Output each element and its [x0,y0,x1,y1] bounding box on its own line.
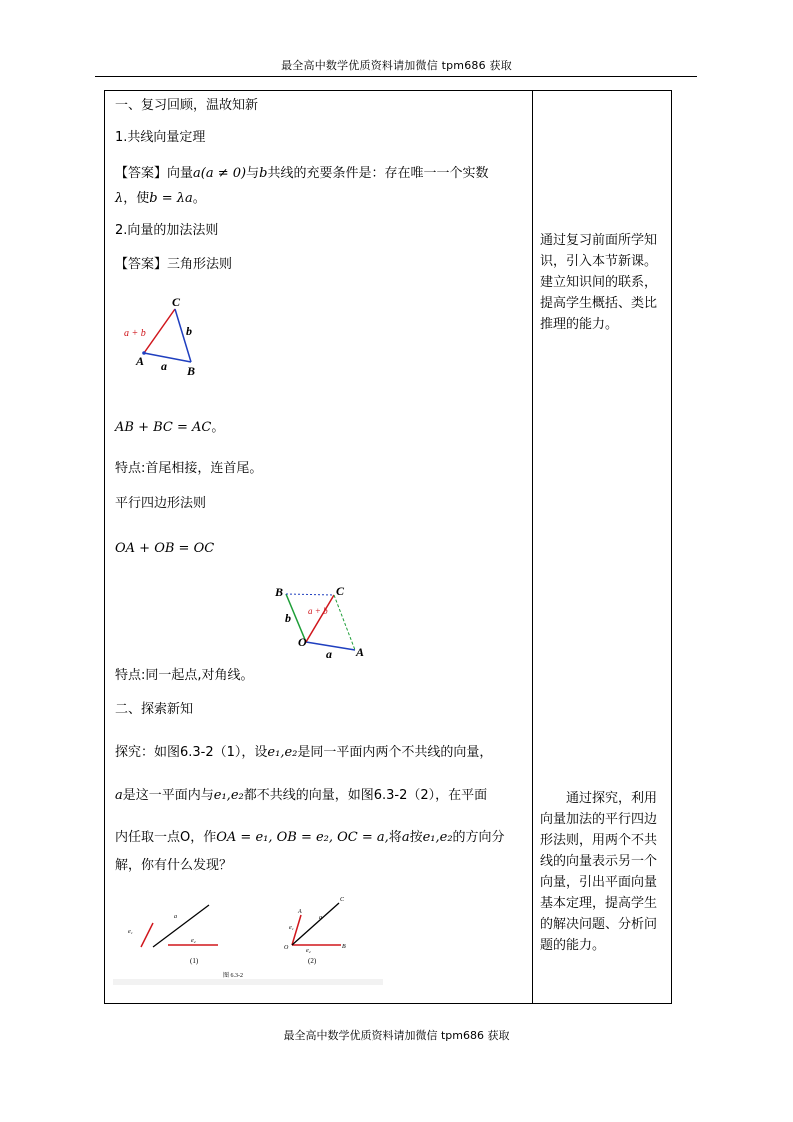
equation-text: AB + BC = AC [115,420,212,435]
vector-a-fig1 [153,905,209,947]
note-1-text: 通过复习前面所学知识，引入本节新课。建立知识间的联系，提高学生概括、类比推理的能力。 [540,233,658,332]
item-1-answer-line-2 [115,190,206,208]
label-a-plus-b: a + b [308,606,328,616]
label-e1: e₁ [289,925,294,931]
explore-text: 是同一平面内两个不共线的向量， [297,745,493,760]
answer-text: ，使 [123,191,150,206]
label-e2: e₂ [191,938,196,944]
dashed-ca [334,595,355,650]
equation-end: 。 [211,420,225,435]
page-header: 最全高中数学优质资料请加微信 tpm686 获取 [281,59,512,72]
item-2-title: 2.向量的加法法则 [115,223,219,238]
lambda-symbol: λ [115,191,124,206]
caption-2: (2) [308,957,317,965]
explore-formula: OA = e₁, OB = e₂, OC = a, [216,830,389,845]
note-2 [540,788,668,956]
explore-line-3 [115,829,505,847]
label-e1: e₁ [128,929,133,935]
label-a: a [326,647,332,661]
answer-text: 共线的充要条件是：存在唯一一个实数 [267,166,489,181]
label-A: A [136,354,145,368]
column-divider [532,91,533,1003]
label-A: A [298,909,302,915]
dashed-bc [286,594,334,595]
label-b: b [186,324,192,338]
explore-text: 的方向分 [452,830,505,845]
label-C: C [340,897,345,903]
answer-text: 。 [192,191,206,206]
answer-text: 三角形法则 [167,257,233,272]
label-b: b [285,611,291,625]
answer-text: 与 [246,166,260,181]
parallelogram-equation: OA + OB = OC [115,541,215,556]
item-2-answer [115,256,232,274]
label-O: O [284,945,289,951]
explore-text: 探究：如图6.3-2（1），设 [115,745,268,760]
caption-1: (1) [190,957,199,965]
explore-text: 是这一平面内与 [122,788,214,803]
explore-text: 按 [409,830,423,845]
lesson-table [104,90,672,1004]
label-e2: e₂ [306,948,311,954]
vector-e1-fig1 [141,923,153,947]
label-B: B [187,364,196,378]
label-a: a [319,915,322,921]
answer-tag: 【答案】 [115,257,168,272]
label-B: B [275,585,284,599]
label-A: A [356,645,365,659]
explore-text: 都不共线的向量，如图6.3-2（2），在平面 [243,788,488,803]
page-footer: 最全高中数学优质资料请加微信 tpm686 获取 [283,1029,510,1042]
label-a: a [174,914,177,920]
label-a: a [161,359,167,373]
item-1-answer-line-1 [115,165,488,183]
parallelogram-feature: 特点:同一起点,对角线。 [115,668,254,683]
label-C: C [336,584,345,598]
figure-6-3-2 [113,891,393,989]
vector-ac-line [144,309,175,353]
label-B: B [342,944,346,950]
parallelogram-figure [270,586,370,666]
vector-e1-e2: e₁,e₂ [267,745,298,760]
explore-text: 将 [388,830,402,845]
vector-ab-line [144,353,191,362]
answer-tag: 【答案】 [115,166,168,181]
vector-e1-e2: e₁,e₂ [422,830,453,845]
triangle-equation [115,419,224,437]
vector-oc-line [306,595,334,642]
answer-text: 向量 [167,166,194,181]
section-1-title: 一、复习回顾，温故知新 [115,98,259,113]
section-2-title: 二、探索新知 [115,702,194,717]
figure-bottom-band [113,979,383,985]
formula-b: b [259,166,268,181]
label-a-plus-b: a + b [124,328,146,339]
vector-a: a [401,830,410,845]
item-1-title: 1.共线向量定理 [115,130,206,145]
vector-e1-e2: e₁,e₂ [213,788,244,803]
triangle-figure [117,291,227,381]
label-O: O [298,635,307,649]
explore-line-1 [115,744,492,762]
note-1 [540,230,668,335]
label-C: C [172,295,181,309]
explore-line-4: 解，你有什么发现？ [115,858,233,873]
formula-b-lambda-a: b = λa [149,191,193,206]
figure-caption: 图 6.3-2 [223,973,243,979]
formula-a-cond: a(a ≠ 0) [193,166,247,181]
explore-text: 内任取一点O，作 [115,830,217,845]
explore-line-2 [115,787,487,805]
header-rule [95,76,697,77]
vector-a: a [115,788,123,803]
triangle-feature: 特点:首尾相接，连首尾。 [115,461,263,476]
parallelogram-title: 平行四边形法则 [115,496,207,511]
note-2-text: 通过探究，利用向量加法的平行四边形法则，用两个不共线的向量表示另一个向量，引出平面向量基本定理，提高学生的解决问题、分析问题的能力。 [540,791,658,953]
